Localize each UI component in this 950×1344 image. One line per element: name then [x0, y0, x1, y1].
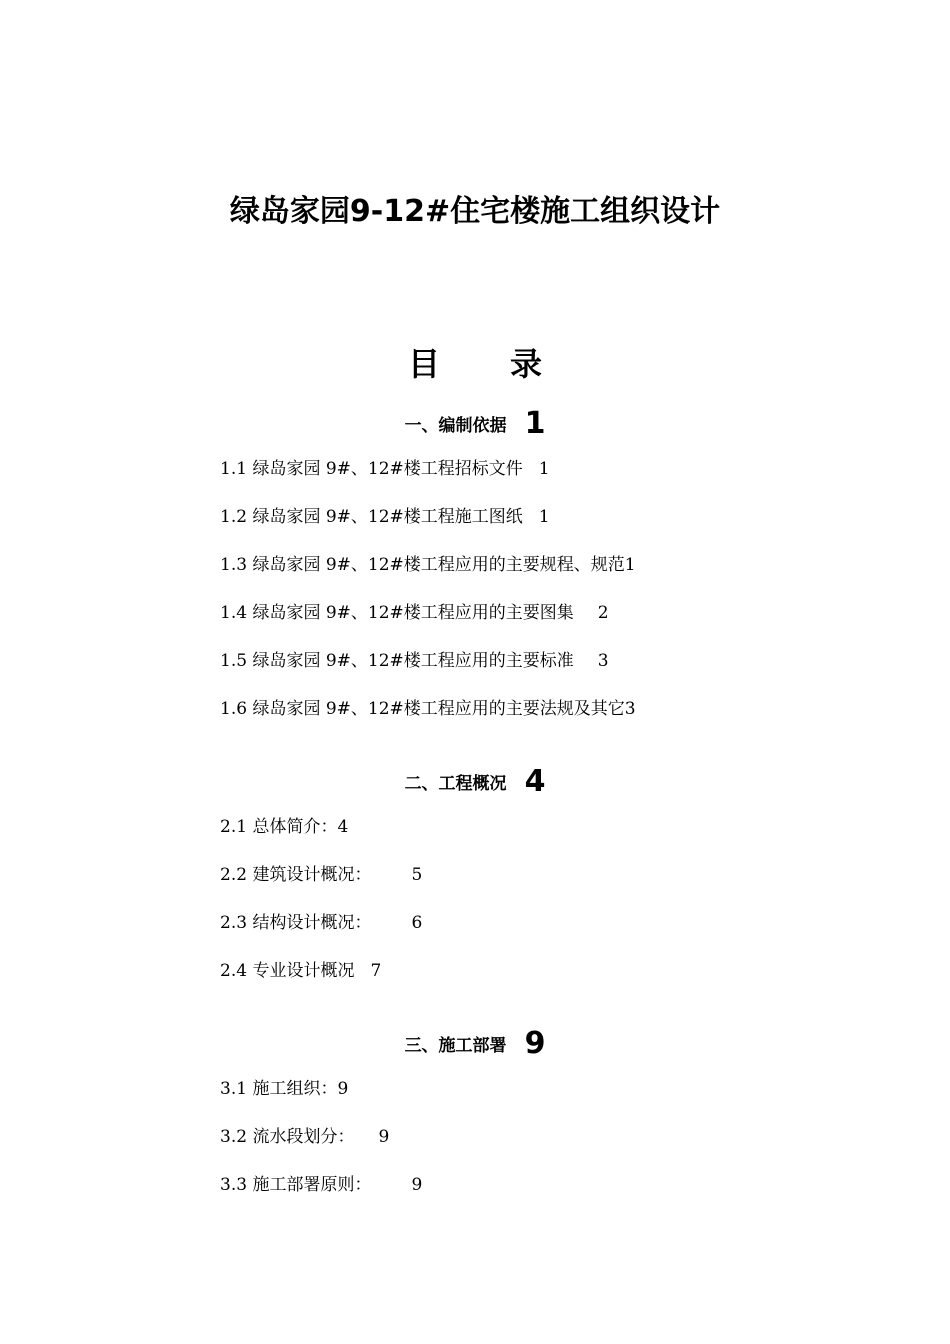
toc-item-page: 6 [411, 913, 423, 933]
toc-item-2-3[interactable] [220, 910, 422, 936]
toc-item-text: 2.1 总体简介： [220, 817, 338, 837]
toc-item-text: 1.1 绿岛家园 9#、12#楼工程招标文件 [220, 459, 523, 479]
toc-item-3-2[interactable] [220, 1124, 389, 1150]
toc-heading [0, 342, 950, 386]
toc-heading-char-2: 录 [510, 345, 543, 383]
toc-item-text: 1.3 绿岛家园 9#、12#楼工程应用的主要规程、规范 [220, 555, 625, 575]
toc-item-1-3[interactable] [220, 552, 636, 578]
toc-section-label: 二、工程概况 [404, 774, 507, 794]
toc-section-page: 4 [524, 764, 546, 799]
toc-heading-char-1: 目 [407, 345, 440, 383]
toc-item-1-5[interactable] [220, 648, 609, 674]
toc-item-text: 2.2 建筑设计概况： [220, 865, 372, 885]
toc-item-1-6[interactable] [220, 696, 636, 722]
toc-item-text: 1.4 绿岛家园 9#、12#楼工程应用的主要图集 [220, 603, 574, 623]
toc-section-page: 1 [524, 406, 546, 441]
toc-item-page: 3 [597, 651, 609, 671]
toc-item-page: 9 [411, 1175, 423, 1195]
toc-item-page: 1 [538, 507, 550, 527]
toc-item-text: 1.6 绿岛家园 9#、12#楼工程应用的主要法规及其它 [220, 699, 625, 719]
toc-section-2[interactable] [0, 764, 950, 799]
toc-section-label: 一、编制依据 [404, 416, 507, 436]
toc-section-label: 三、施工部署 [404, 1036, 507, 1056]
toc-item-2-2[interactable] [220, 862, 422, 888]
toc-section-3[interactable] [0, 1026, 950, 1061]
toc-item-page: 9 [378, 1127, 390, 1147]
toc-item-2-1[interactable] [220, 814, 348, 840]
toc-item-page: 7 [370, 961, 382, 981]
toc-item-page: 9 [337, 1079, 349, 1099]
toc-item-text: 2.3 结构设计概况： [220, 913, 372, 933]
toc-item-page: 1 [624, 555, 636, 575]
toc-item-2-4[interactable] [220, 958, 381, 984]
toc-section-1[interactable] [0, 406, 950, 441]
toc-item-text: 1.2 绿岛家园 9#、12#楼工程施工图纸 [220, 507, 523, 527]
toc-item-page: 3 [624, 699, 636, 719]
toc-item-3-3[interactable] [220, 1172, 422, 1198]
toc-item-text: 1.5 绿岛家园 9#、12#楼工程应用的主要标准 [220, 651, 574, 671]
toc-item-1-1[interactable] [220, 456, 550, 482]
toc-item-1-4[interactable] [220, 600, 609, 626]
document-title: 绿岛家园9-12#住宅楼施工组织设计 [229, 194, 721, 229]
toc-item-page: 4 [337, 817, 349, 837]
toc-item-text: 2.4 专业设计概况 [220, 961, 355, 981]
toc-item-page: 1 [538, 459, 550, 479]
toc-item-1-2[interactable] [220, 504, 550, 530]
toc-item-page: 5 [411, 865, 423, 885]
toc-item-text: 3.3 施工部署原则： [220, 1175, 372, 1195]
toc-item-text: 3.1 施工组织： [220, 1079, 338, 1099]
toc-item-3-1[interactable] [220, 1076, 348, 1102]
toc-item-page: 2 [597, 603, 609, 623]
toc-item-text: 3.2 流水段划分： [220, 1127, 355, 1147]
toc-section-page: 9 [524, 1026, 546, 1061]
